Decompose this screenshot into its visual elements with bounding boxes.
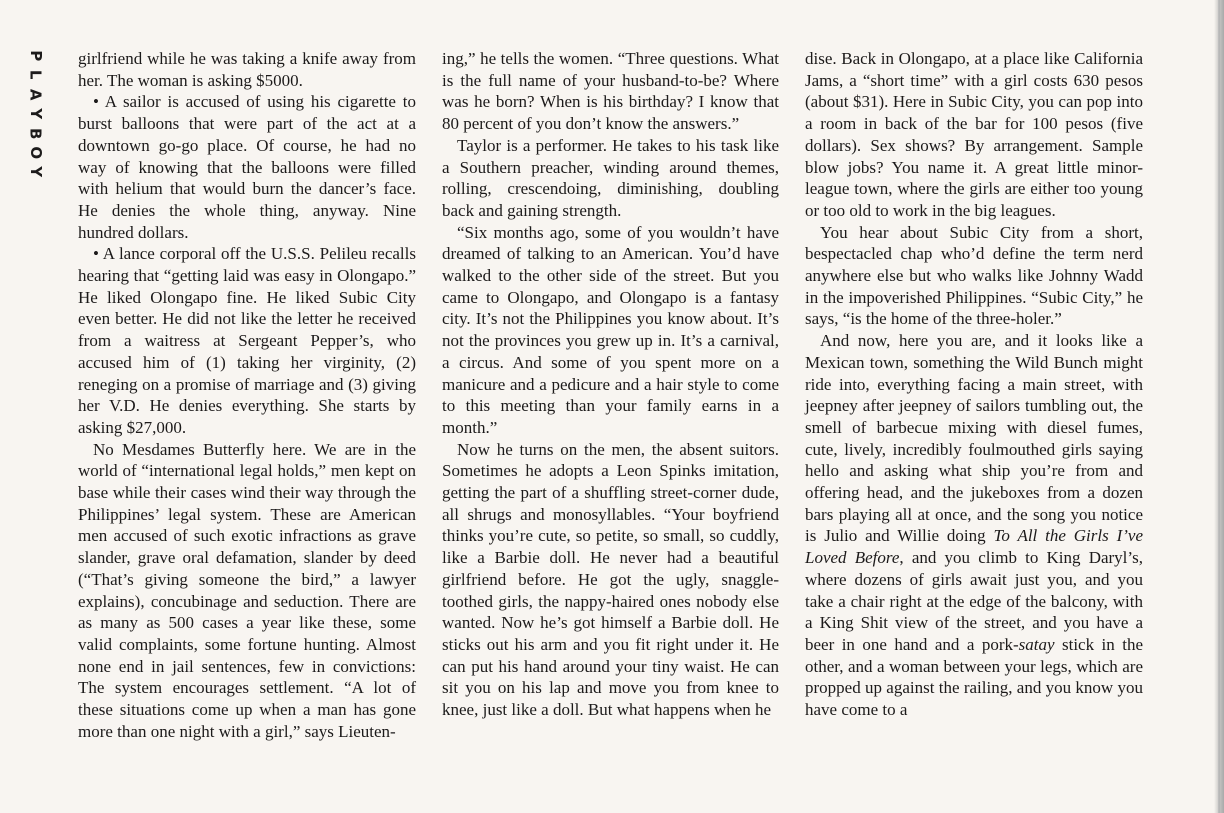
paragraph-text: And now, here you are, and it looks like a Mexican town, something the Wild Bunch might ride into, everything facing a main street, with jeepney after jeepney of sailors tumbling out, the smell of barbecue mixing with diesel fumes, cute, lively, incredibly foulmouthed girls saying hello and asking what ship you’re from and offering head, and the jukeboxes from a dozen bars playing all at once, and the song you notice is Julio and Willie doing: [805, 331, 1143, 546]
folio-letter: A: [26, 88, 45, 101]
paragraph: No Mesdames Butterfly here. We are in the world of “international legal holds,” men kept on base while their cases wind their way through the Philippines’ legal system. These are American men accused of such exotic infractions as grave slander, grave oral defamation, slander by deed (“That’s giving someone the bird,” a lawyer explains), concubinage and seduction. There are as many as 500 cases a year like these, some valid complaints, some fortune hunting. Almost none end in jail sentences, few in convictions: The system encourages settlement. “A lot of these situations come up when a man has gone more than one night with a girl,” says Lieuten-: [78, 439, 416, 741]
folio-letter: Y: [26, 166, 45, 178]
folio-letter: O: [26, 146, 45, 160]
paragraph: “Six months ago, some of you wouldn’t have dreamed of talking to an American. You’d have walked to the other side of the street. But you came to Olongapo, and Olongapo is a fantasy city. It’s not the Philippines you know about. It’s not the provinces you grew up in. It’s a carnival, a circus. And some of you spent more on a manicure and a pedicure and a hair style to come to this meeting than your family earns in a month.”: [442, 222, 779, 437]
article-column-2: [442, 48, 779, 721]
paragraph: ing,” he tells the women. “Three questions. What is the full name of your husband-to-be? Where was he born? When is his birthday? I know that 80 percent of you don’t know the answers.”: [442, 49, 779, 134]
magazine-folio: [22, 46, 44, 182]
paragraph: Now he turns on the men, the absent suitors. Sometimes he adopts a Leon Spinks imitation, getting the part of a shuffling street-corner dude, all shrugs and monosyllables. “Your boyfriend thinks you’re cute, so petite, so small, so cuddly, like a Barbie doll. He never had a beautiful girlfriend before. He got the ugly, snaggle-toothed girls, the nappy-haired ones nobody else wanted. Now he’s got himself a Barbie doll. He sticks out his arm and you fit right under it. He can put his hand around your tiny waist. He can sit you on his lap and move you from knee to knee, just like a doll. But what happens when he: [442, 439, 779, 720]
page-edge-shadow: [1214, 0, 1224, 813]
song-title: To All the Girls I’ve Loved Before: [805, 526, 1144, 568]
paragraph-text: , and you climb to King Daryl’s, where dozens of girls await just you, and you take a chair right at the edge of the balcony, with a King Shit view of the street, and you have a beer in one hand and a pork-: [805, 548, 1143, 654]
paragraph: • A lance corporal off the U.S.S. Pelileu recalls hearing that “getting laid was easy in Olongapo.” He liked Olongapo fine. He liked Subic City even better. He did not like the letter he received from a waitress at Sergeant Pepper’s, who accused him of (1) taking her virginity, (2) reneging on a promise of marriage and (3) giving her V.D. He denies everything. She starts by asking $27,000.: [78, 244, 416, 437]
food-term: satay: [1018, 634, 1055, 654]
folio-letter: Y: [26, 108, 45, 120]
paragraph: Taylor is a performer. He takes to his task like a Southern preacher, winding around themes, rolling, crescendoing, diminishing, doubling back and gaining strength.: [442, 135, 779, 220]
folio-letter: B: [26, 127, 45, 139]
paragraph: dise. Back in Olongapo, at a place like California Jams, a “short time” with a girl costs 630 pesos (about $31). Here in Subic City, you can pop into a room in back of the bar for 100 pesos (five dollars). Sex shows? By arrangement. Sample blow jobs? You name it. A great little minor-league town, where the girls are either too young or too old to work in the big leagues.: [805, 49, 1143, 220]
paragraph: [805, 330, 1143, 721]
paragraph: girlfriend while he was taking a knife away from her. The woman is asking $5000.: [78, 49, 416, 90]
paragraph: • A sailor is accused of using his cigarette to burst balloons that were part of the act at a downtown go-go place. Of course, he had no way of knowing that the balloons were filled with helium that would burn the dancer’s face. He denies the whole thing, anyway. Nine hundred dollars.: [78, 92, 416, 242]
article-column-3: [805, 48, 1143, 721]
paragraph-text: stick in the other, and a woman between your legs, which are propped up against the railing, and you know you have come to a: [805, 634, 1143, 720]
folio-letter: P: [26, 50, 45, 62]
paragraph: You hear about Subic City from a short, bespectacled chap who’d define the term nerd anywhere else but who walks like Johnny Wadd in the impoverished Philippines. “Subic City,” he says, “is the home of the three-holer.”: [805, 222, 1143, 329]
article-column-1: [78, 48, 416, 743]
folio-letter: L: [26, 70, 45, 80]
